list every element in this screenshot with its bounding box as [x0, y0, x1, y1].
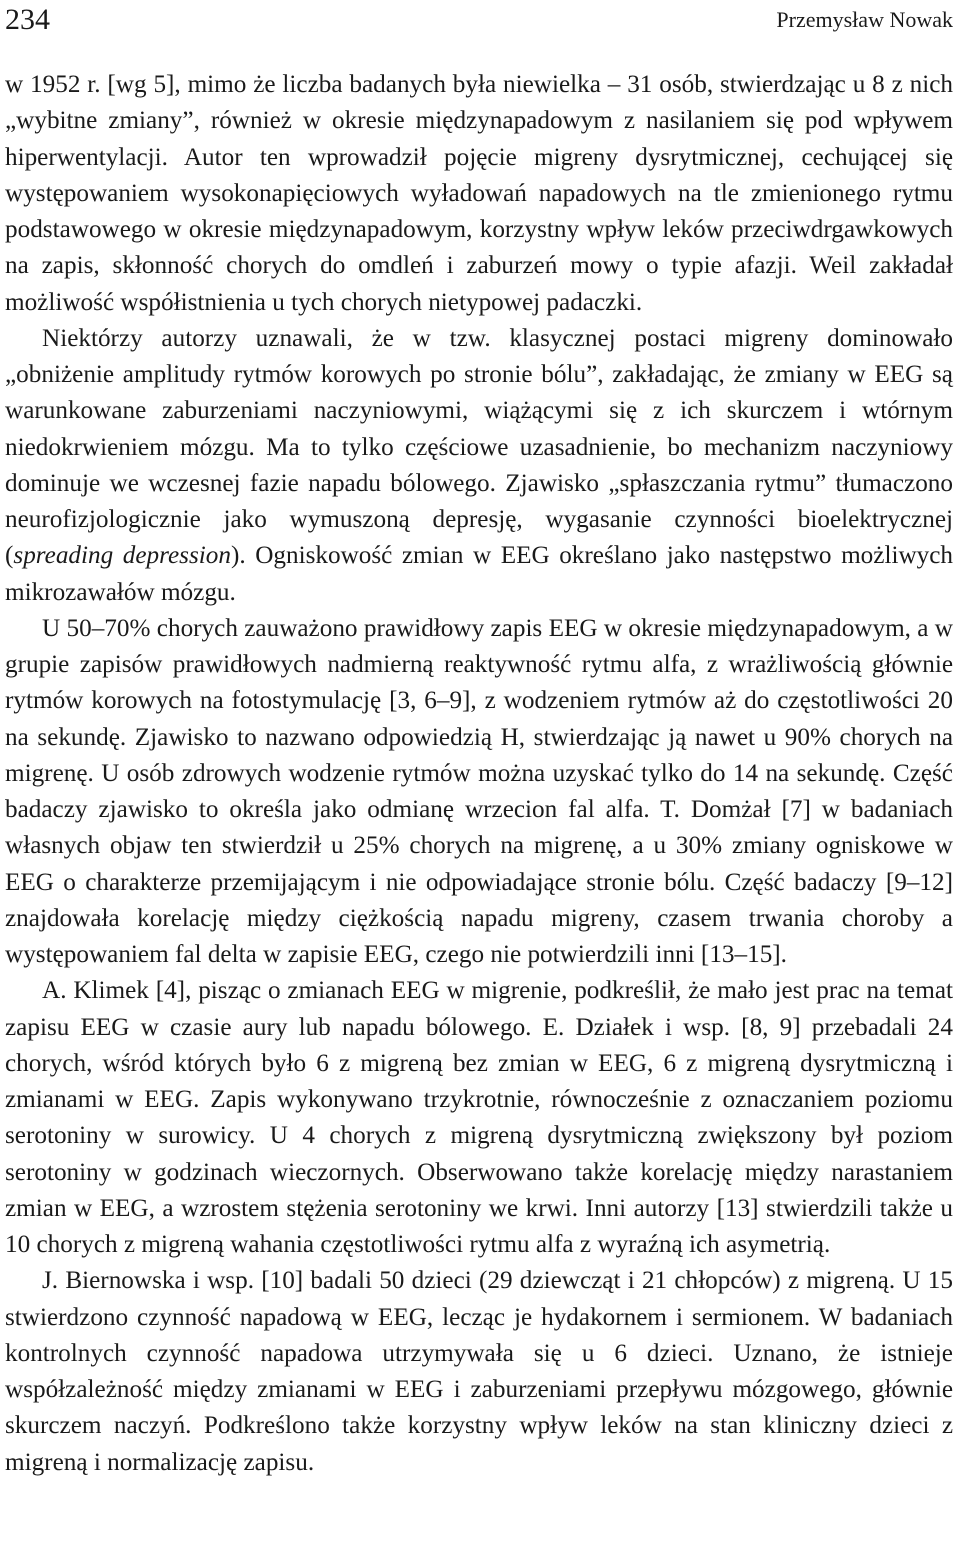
paragraph-text: w 1952 r. [wg 5], mimo że liczba badanych była niewielka – 31 osób, stwierdzając u 8 z nich „wybitne zmiany”, również w okresie międzynapadowym z nasilaniem się pod wpływem hiperwentylacji. Autor ten wprowadził pojęcie migreny dysrytmicznej, cechującej się występowaniem wysokonapięciowych wyładowań napadowych na tle zmienionego rytmu podstawowego w okresie międzynapadowym, korzystny wpływ leków przeciwdrgawkowych na zapis, skłonność chorych do omdleń i zaburzeń mowy o typie afazji. Weil zakładał możliwość współistnienia u tych chorych nietypowej padaczki.: [5, 71, 953, 316]
page-number: 234: [5, 3, 50, 36]
paragraph-text: ). Ogniskowość zmian w EEG określano jako następstwo możliwych mikrozawałów mózgu.: [5, 542, 953, 606]
paragraph-text: U 50–70% chorych zauważono prawidłowy zapis EEG w okresie międzynapadowym, a w grupie zapisów prawidłowych nadmierną reaktywność rytmu alfa, z wrażliwością głównie rytmów korowych na fotostymulację [3, 6–9], z wodzeniem rytmów aż do częstotliwości 20 na sekundę. Zjawisko to nazwano odpowiedzią H, stwierdzając ją nawet u 90% chorych na migrenę. U osób zdrowych wodzenie rytmów można uzyskać tylko do 14 na sekundę. Część badaczy zjawisko to określa jako odmianę wrzecion fal alfa. T. Domżał [7] w badaniach własnych objaw ten stwierdził u 25% chorych na migrenę, a u 30% zmiany ogniskowe w EEG o charakterze przemijającym i nie odpowiadające stronie bólu. Część badaczy [9–12] znajdowała korelację między ciężkością napadu migreny, czasem trwania choroby a występowaniem fal delta w zapisie EEG, czego nie potwierdzili inni [13–15].: [5, 614, 953, 968]
paragraph-1: [5, 67, 953, 321]
paragraph-text: A. Klimek [4], pisząc o zmianach EEG w migrenie, podkreślił, że mało jest prac na temat zapisu EEG w czasie aury lub napadu bólowego. E. Działek i wsp. [8, 9] przebadali 24 chorych, wśród których było 6 z migreną bez zmian w EEG, 6 z migreną dysrytmiczną i zmianami w EEG. Zapis wykonywano trzykrotnie, równocześnie z oznaczaniem poziomu serotoniny w surowicy. U 4 chorych z migreną dysrytmiczną zwiększony był poziom serotoniny w godzinach wieczornych. Obserwowano także korelację między narastaniem zmian w EEG, a wzrostem stężenia serotoniny we krwi. Inni autorzy [13] stwierdzili także u 10 chorych z migreną wahania częstotliwości rytmu alfa z wyraźną ich asymetrią.: [5, 977, 953, 1258]
running-head-author: Przemysław Nowak: [776, 7, 953, 32]
article-body: [5, 67, 953, 1481]
italic-term: spreading depression: [13, 542, 231, 570]
page-header: [5, 0, 953, 44]
paragraph-3: [5, 611, 953, 974]
paragraph-2: [5, 321, 953, 611]
paragraph-text: J. Biernowska i wsp. [10] badali 50 dzieci (29 dziewcząt i 21 chłopców) z migreną. U 15 stwierdzono czynność napadową w EEG, lecząc je hydakornem i sermionem. W badaniach kontrolnych czynność napadowa utrzymywała się u 6 dzieci. Uznano, że istnieje współzależność między zmianami w EEG i zaburzeniami przepływu mózgowego, głównie skurczem naczyń. Podkreślono także korzystny wpływ leków na stan kliniczny dzieci z migreną i normalizację zapisu.: [5, 1267, 953, 1476]
paragraph-5: [5, 1263, 953, 1481]
paragraph-text: Niektórzy autorzy uznawali, że w tzw. klasycznej postaci migreny dominowało „obniżenie amplitudy rytmów korowych po stronie bólu”, zakładając, że zmiany w EEG są warunkowane zaburzeniami naczyniowymi, wiążącymi się z ich skurczem i wtórnym niedokrwieniem mózgu. Ma to tylko częściowe uzasadnienie, bo mechanizm naczyniowy dominuje we wczesnej fazie napadu bólowego. Zjawisko „spłaszczania rytmu” tłumaczono neurofizjologicznie jako wymuszoną depresję, wygasanie czynności bioelektrycznej (: [5, 324, 953, 570]
paragraph-4: [5, 973, 953, 1263]
